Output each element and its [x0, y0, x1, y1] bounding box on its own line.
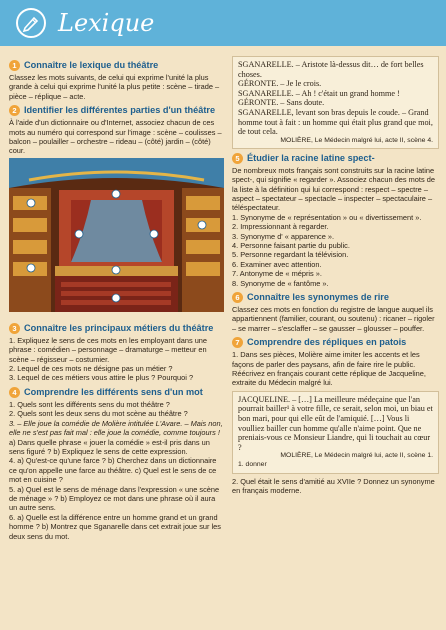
excerpt-jacqueline — [232, 391, 439, 474]
exercise-5-item: 4. Personne faisant partie du public. — [232, 241, 350, 250]
excerpt-line: GÉRONTE. – Sans doute. — [238, 98, 325, 108]
exercise-number: 1 — [9, 60, 20, 71]
exercise-7-text: 1. Dans ses pièces, Molière aime imiter les accents et les façons de parler des paysans, afin de faire rire le public. Réécrivez en français courant cette réplique de Jacqueline, extraite du Médecin malgré lui. — [232, 350, 426, 388]
exercise-4-item: 2. Quels sont les deux sens du mot scène au théâtre ? — [9, 409, 188, 419]
exercise-4-item: a) Dans quelle phrase « jouer la comédie » est-il pris dans un sens figuré ? b) Expliquez le sens de cette expression. — [9, 437, 210, 456]
exercise-4-title: 4 Comprendre les différents sens d'un mot — [9, 387, 224, 398]
exercise-4-item: 3. – Elle joue la comédie de Molière intitulée L'Avare. – Mais non, elle ne s'est pas fait mal : elle joue la comédie, comme toujours ! — [9, 418, 223, 438]
exercise-2-title: 2 Identifier les différentes parties d'un théâtre — [9, 105, 224, 116]
exercise-number: 4 — [9, 387, 20, 398]
exercise-5-item: 6. Examiner avec attention. — [232, 259, 322, 269]
excerpt-source: MOLIÈRE, Le Médecin malgré lui, acte II, scène 4. — [280, 136, 433, 144]
exercise-number: 2 — [9, 105, 20, 116]
exercise-7-question-2: 2. Quel était le sens d'amitié au XVIIe ? Donnez un synonyme en français moderne. — [232, 476, 435, 496]
exercise-3-item: 1. Expliquez le sens de ces mots en les employant dans une phrase : comédien – personnage – dramaturge – metteur en scène – régisseur – costumier. — [9, 335, 208, 364]
exercise-5-item: 2. Impressionnant à regarder. — [232, 222, 329, 232]
exercise-5-title: 5 Étudier la racine latine spect- — [232, 153, 439, 164]
exercise-number: 7 — [232, 337, 243, 348]
exercise-7-title: 7 Comprendre des répliques en patois — [232, 337, 439, 348]
exercise-5-intro: De nombreux mots français sont construits sur la racine latine spect-, qui signifie « regarder ». Associez chacun des mots de la liste à la définition qui lui correspond : respect – spectre – aspect – spectateur – spectacle – inspecter – spectaculaire – téléspectateur. — [232, 165, 435, 213]
exercise-number: 5 — [232, 153, 243, 164]
header-band — [0, 0, 446, 46]
exercise-1-text: Classez les mots suivants, de celui qui exprime l'unité la plus grande à celui qui exprime l'unité la plus petite : scène – tirade – pièce – réplique – acte. — [9, 73, 220, 101]
pencil-icon — [16, 8, 46, 38]
exercise-number: 6 — [232, 292, 243, 303]
theatre-photo — [9, 158, 224, 312]
excerpt-sganarelle — [232, 56, 439, 149]
exercise-3-item: 2. Lequel de ces mots ne désigne pas un métier ? — [9, 364, 173, 374]
excerpt-line: SGANARELLE. – Ah ! c'était un grand homme ! — [238, 88, 400, 98]
exercise-6-title: 6 Connaître les synonymes de rire — [232, 292, 439, 303]
exercise-5-item: 1. Synonyme de « représentation » ou « divertissement ». — [232, 212, 422, 222]
exercise-6-text: Classez ces mots en fonction du registre de langue auquel ils appartiennent (familier, courant, ou soutenu) : ricaner – rigoler – se marrer – s'esclaffer – se gausser – glousser – pouffer. — [232, 305, 435, 333]
exercise-3-item: 3. Lequel de ces métiers vous attire le plus ? Pourquoi ? — [9, 373, 194, 383]
exercise-4-item: 6. a) Quelle est la différence entre un homme grand et un grand homme ? b) Montrez que Sganarelle dans cet extrait joue sur les deux sens du mot. — [9, 512, 221, 541]
exercise-5-item: 8. Synonyme de « fantôme ». — [232, 278, 329, 288]
exercise-3-title: 3 Connaître les principaux métiers du théâtre — [9, 323, 224, 334]
excerpt-line: SGANARELLE, levant son bras depuis le coude. – Grand homme tout à fait : un homme qui était plus grand que moi, de tout cela. — [238, 107, 433, 137]
left-column — [9, 60, 224, 541]
exercise-1-title: 1 Connaître le lexique du théâtre — [9, 60, 224, 71]
excerpt-line: GÉRONTE. – Je le crois. — [238, 79, 322, 89]
exercise-5-item: 3. Synonyme d' « apparence ». — [232, 231, 335, 241]
exercise-number: 3 — [9, 323, 20, 334]
exercise-4-item: 4. a) Qu'est-ce qu'une farce ? b) Cherchez dans un dictionnaire ce qu'on appelle une farce au théâtre. c) Quel est le sens de ce mot en cuisine ? — [9, 456, 217, 485]
excerpt-text: JACQUELINE. – […] La meilleure médeçaine que l'an pourrait bailler¹ à votre fille, ce serait, selon moi, un biau et bon mari, pour qui elle eût de l'amiquié. […] Vous li voulliez bailler cun homme qu'alle n'aime point. Que ne preniais-vous ce Monsieur Liandre, qui li touchait au cœur ? — [238, 394, 433, 452]
footnote: 1. donner — [238, 461, 267, 469]
page-title: Lexique — [58, 9, 155, 37]
exercise-4-item: 5. a) Quel est le sens de ménage dans l'expression « une scène de ménage » ? b) Employez ce mot dans une phrase où il aura un autre sens. — [9, 484, 220, 513]
excerpt-source: MOLIÈRE, Le Médecin malgré lui, acte II, scène 1. — [280, 452, 433, 460]
exercise-5-item: 5. Personne regardant la télévision. — [232, 250, 349, 260]
exercise-4-item: 1. Quels sont les différents sens du mot théâtre ? — [9, 399, 170, 409]
exercise-5-item: 7. Antonyme de « mépris ». — [232, 269, 322, 279]
excerpt-line: SGANARELLE. – Aristote là-dessus dit… de fort belles choses. — [238, 60, 424, 79]
right-column — [232, 56, 439, 496]
exercise-2-text: À l'aide d'un dictionnaire ou d'Internet, associez chacun de ces mots au numéro qui correspond sur l'image : scène – coulisses – balcon – poulailler – orchestre – rideau – (côté) jardin – (côté) cour. — [9, 118, 222, 156]
